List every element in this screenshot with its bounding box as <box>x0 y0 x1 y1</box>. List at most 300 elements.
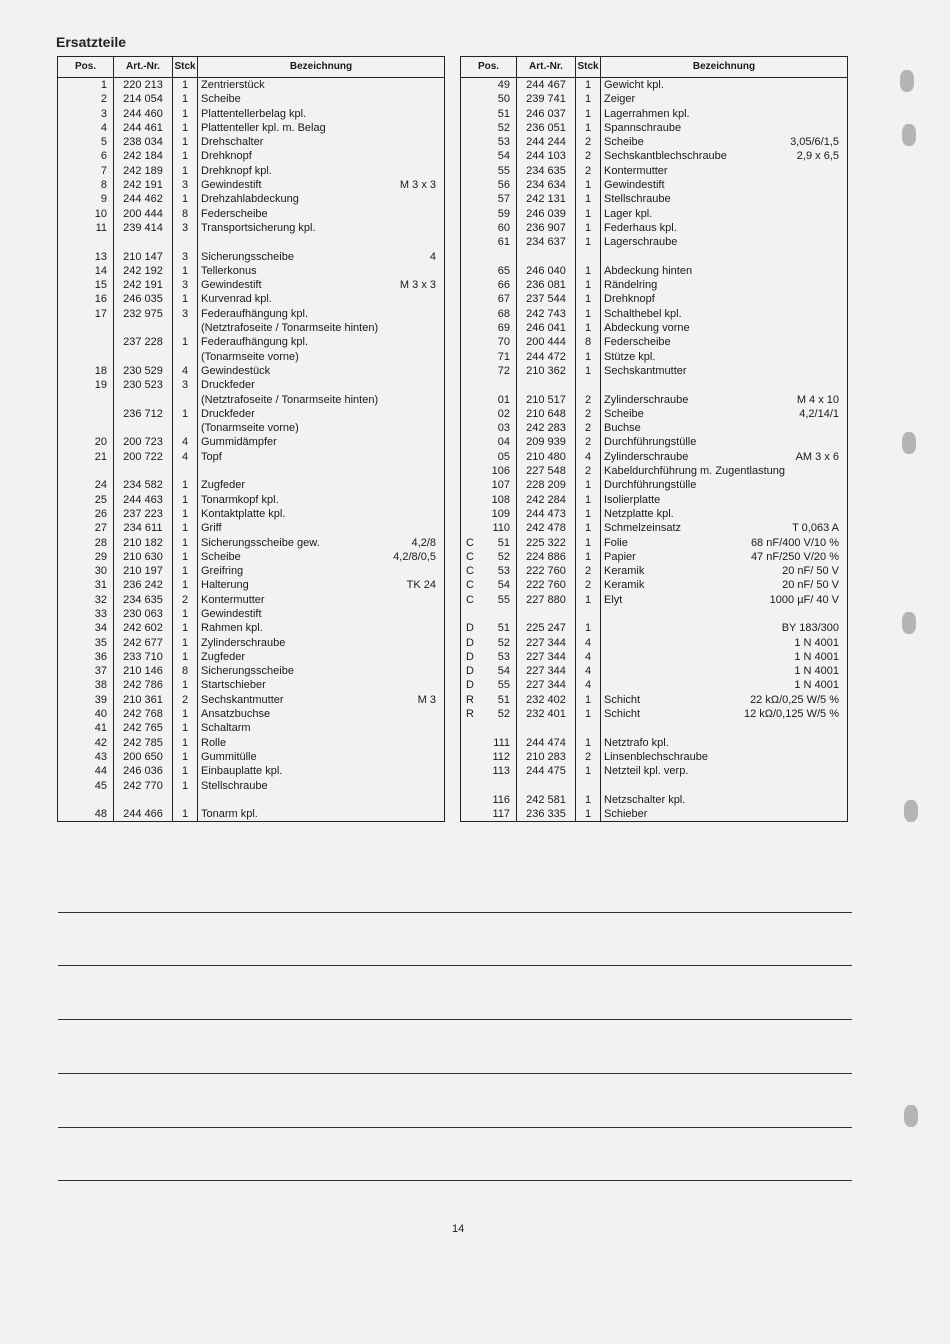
pos-cell <box>58 779 114 793</box>
specification-text: 20 nF/ 50 V <box>782 579 839 592</box>
specification-text: 1 N 4001 <box>794 650 839 663</box>
article-number-cell: 242 677 <box>114 636 173 650</box>
table-row <box>461 435 848 449</box>
table-row <box>58 121 445 135</box>
article-number-cell <box>517 250 576 264</box>
description-cell <box>601 779 848 793</box>
article-number-cell <box>114 393 173 407</box>
article-number-cell: 244 460 <box>114 107 173 121</box>
pos-value: 108 <box>491 493 510 506</box>
article-number-cell: 210 480 <box>517 450 576 464</box>
description-cell <box>198 364 445 378</box>
table-row <box>58 636 445 650</box>
article-number-cell: 232 402 <box>517 693 576 707</box>
binding-hole-mark <box>902 612 916 634</box>
quantity-cell: 2 <box>173 593 198 607</box>
pos-cell <box>58 750 114 764</box>
description-cell <box>601 607 848 621</box>
table-row <box>461 92 848 106</box>
article-number-cell: 230 529 <box>114 364 173 378</box>
pos-cell <box>461 335 517 349</box>
table-row <box>461 593 848 607</box>
description-cell <box>601 478 848 492</box>
description-text: (Tonarmseite vorne) <box>201 350 299 363</box>
article-number-cell: 242 602 <box>114 621 173 635</box>
pos-value: 17 <box>94 307 107 320</box>
quantity-cell: 1 <box>576 278 601 292</box>
quantity-cell: 4 <box>576 678 601 692</box>
pos-value: 112 <box>492 750 510 763</box>
quantity-cell: 2 <box>576 149 601 163</box>
table-row <box>461 650 848 664</box>
parts-table-right <box>460 56 848 822</box>
pos-cell <box>461 393 517 407</box>
description-cell <box>601 307 848 321</box>
pos-cell <box>461 364 517 378</box>
description-cell <box>198 235 445 249</box>
quantity-cell: 1 <box>173 607 198 621</box>
description-text: Drehknopf <box>604 293 655 306</box>
pos-value: 04 <box>497 436 510 449</box>
pos-value: 9 <box>100 193 107 206</box>
quantity-cell: 1 <box>173 721 198 735</box>
pos-cell <box>461 178 517 192</box>
pos-cell <box>58 607 114 621</box>
pos-value: 27 <box>94 522 107 535</box>
description-cell <box>601 350 848 364</box>
table-row <box>58 493 445 507</box>
column-header-desc: Bezeichnung <box>198 57 445 78</box>
table-row <box>461 278 848 292</box>
description-text: Sechskantblechschraube <box>604 150 727 163</box>
description-text: Schicht <box>604 708 641 721</box>
pos-value: 55 <box>497 164 510 177</box>
pos-value: 60 <box>497 221 510 234</box>
article-number-cell: 246 040 <box>517 264 576 278</box>
article-number-cell: 246 035 <box>114 292 173 306</box>
description-cell <box>198 478 445 492</box>
pos-cell <box>58 693 114 707</box>
pos-cell <box>58 793 114 807</box>
pos-value: 48 <box>94 808 107 821</box>
table-row <box>461 693 848 707</box>
article-number-cell: 242 581 <box>517 793 576 807</box>
quantity-cell: 1 <box>576 493 601 507</box>
article-number-cell: 230 063 <box>114 607 173 621</box>
description-cell <box>198 678 445 692</box>
pos-value: 10 <box>94 207 107 220</box>
description-text: Sicherungsscheibe gew. <box>201 536 320 549</box>
table-row <box>58 693 445 707</box>
pos-value: 68 <box>497 307 510 320</box>
article-number-cell: 236 081 <box>517 278 576 292</box>
description-cell <box>601 750 848 764</box>
description-text: Lager kpl. <box>604 207 653 220</box>
article-number-cell <box>517 721 576 735</box>
description-cell <box>198 507 445 521</box>
pos-cell <box>461 78 517 93</box>
pos-cell <box>461 650 517 664</box>
pos-value: 116 <box>492 793 510 806</box>
table-row <box>58 192 445 206</box>
table-row <box>58 707 445 721</box>
description-cell <box>601 321 848 335</box>
article-number-cell: 236 712 <box>114 407 173 421</box>
article-number-cell: 225 322 <box>517 536 576 550</box>
pos-value: 13 <box>94 250 107 263</box>
table-row <box>461 364 848 378</box>
description-text: Federaufhängung kpl. <box>201 336 309 349</box>
pos-cell <box>461 578 517 592</box>
quantity-cell <box>173 321 198 335</box>
article-number-cell <box>114 793 173 807</box>
pos-cell <box>461 264 517 278</box>
pos-value: 41 <box>94 722 107 735</box>
specification-text: AM 3 x 6 <box>795 450 839 463</box>
pos-value: 51 <box>497 107 510 120</box>
quantity-cell: 2 <box>576 564 601 578</box>
description-text: Scheibe <box>604 407 644 420</box>
description-cell <box>601 736 848 750</box>
article-number-cell: 234 634 <box>517 178 576 192</box>
description-cell <box>601 264 848 278</box>
table-row <box>58 250 445 264</box>
description-cell <box>198 693 445 707</box>
pos-value: 109 <box>491 507 510 520</box>
quantity-cell: 1 <box>173 164 198 178</box>
quantity-cell: 1 <box>173 493 198 507</box>
pos-value: 21 <box>94 450 107 463</box>
quantity-cell: 2 <box>576 135 601 149</box>
pos-value: 15 <box>94 279 107 292</box>
article-number-cell: 210 630 <box>114 550 173 564</box>
description-cell <box>601 107 848 121</box>
quantity-cell: 1 <box>173 121 198 135</box>
description-text: (Tonarmseite vorne) <box>201 422 299 435</box>
description-cell <box>198 450 445 464</box>
description-text: Scheibe <box>201 550 241 563</box>
pos-value: 53 <box>497 565 510 578</box>
quantity-cell: 1 <box>173 736 198 750</box>
pos-value: 34 <box>94 622 107 635</box>
pos-cell <box>461 164 517 178</box>
article-number-cell: 200 444 <box>517 335 576 349</box>
quantity-cell: 1 <box>576 192 601 206</box>
article-number-cell: 244 463 <box>114 493 173 507</box>
description-text: Zylinderschraube <box>604 393 689 406</box>
table-row <box>461 736 848 750</box>
quantity-cell: 3 <box>173 250 198 264</box>
article-number-cell: 210 146 <box>114 664 173 678</box>
table-row <box>58 593 445 607</box>
description-text: Kontermutter <box>604 164 668 177</box>
table-row <box>58 650 445 664</box>
table-row <box>461 707 848 721</box>
pos-cell <box>461 607 517 621</box>
description-text: Lagerschraube <box>604 236 678 249</box>
quantity-cell: 3 <box>173 378 198 392</box>
description-cell <box>601 650 848 664</box>
description-text: Folie <box>604 536 628 549</box>
quantity-cell: 1 <box>173 521 198 535</box>
quantity-cell <box>173 464 198 478</box>
description-cell <box>601 550 848 564</box>
pos-value: 29 <box>94 550 107 563</box>
pos-cell <box>58 435 114 449</box>
pos-cell <box>58 621 114 635</box>
description-cell <box>601 435 848 449</box>
pos-cell <box>58 378 114 392</box>
pos-value: 65 <box>497 264 510 277</box>
pos-cell <box>58 135 114 149</box>
article-number-cell: 225 247 <box>517 621 576 635</box>
description-cell <box>601 149 848 163</box>
article-number-cell: 200 650 <box>114 750 173 764</box>
article-number-cell: 246 041 <box>517 321 576 335</box>
specification-text: 20 nF/ 50 V <box>782 565 839 578</box>
pos-cell <box>58 121 114 135</box>
pos-cell <box>461 521 517 535</box>
article-number-cell: 242 768 <box>114 707 173 721</box>
table-row <box>461 607 848 621</box>
binding-hole-mark <box>904 1105 918 1127</box>
quantity-cell: 4 <box>173 435 198 449</box>
specification-text: 1 N 4001 <box>794 665 839 678</box>
quantity-cell: 3 <box>173 178 198 192</box>
quantity-cell: 1 <box>173 564 198 578</box>
pos-cell <box>58 350 114 364</box>
description-text: Keramik <box>604 565 645 578</box>
pos-value: 49 <box>497 79 510 91</box>
table-header-row <box>58 57 445 78</box>
quantity-cell: 4 <box>576 636 601 650</box>
quantity-cell: 1 <box>576 307 601 321</box>
table-row <box>58 321 445 335</box>
quantity-cell: 3 <box>173 307 198 321</box>
pos-value: 52 <box>497 550 510 563</box>
article-number-cell <box>517 607 576 621</box>
article-number-cell: 242 770 <box>114 779 173 793</box>
pos-value: 107 <box>491 479 510 492</box>
pos-cell <box>461 721 517 735</box>
article-number-cell: 236 907 <box>517 221 576 235</box>
table-row <box>461 378 848 392</box>
table-row <box>461 664 848 678</box>
table-row <box>58 464 445 478</box>
pos-cell <box>461 507 517 521</box>
pos-cell <box>58 507 114 521</box>
table-row <box>58 378 445 392</box>
quantity-cell: 4 <box>576 450 601 464</box>
specification-text: 1 N 4001 <box>794 636 839 649</box>
description-cell <box>198 121 445 135</box>
description-cell <box>198 178 445 192</box>
pos-cell <box>461 807 517 822</box>
description-cell <box>198 736 445 750</box>
description-cell <box>601 92 848 106</box>
quantity-cell: 1 <box>173 707 198 721</box>
pos-cell <box>58 464 114 478</box>
binding-hole-mark <box>900 70 914 92</box>
article-number-cell: 234 582 <box>114 478 173 492</box>
quantity-cell: 1 <box>173 550 198 564</box>
description-cell <box>601 278 848 292</box>
article-number-cell: 237 228 <box>114 335 173 349</box>
description-cell <box>198 135 445 149</box>
quantity-cell <box>576 607 601 621</box>
table-row <box>461 678 848 692</box>
description-text: Gewindestift <box>604 179 665 192</box>
pos-cell <box>461 707 517 721</box>
description-text: Tonarmkopf kpl. <box>201 493 279 506</box>
article-number-cell: 227 344 <box>517 650 576 664</box>
description-cell <box>198 250 445 264</box>
pos-value: 33 <box>94 607 107 620</box>
pos-value: 53 <box>497 650 510 663</box>
note-line <box>58 1019 852 1020</box>
pos-cell <box>461 221 517 235</box>
pos-value: 32 <box>94 593 107 606</box>
table-row <box>58 807 445 822</box>
article-number-cell: 237 223 <box>114 507 173 521</box>
description-cell <box>198 621 445 635</box>
pos-value: 1 <box>100 79 107 91</box>
quantity-cell: 2 <box>576 421 601 435</box>
article-number-cell: 236 051 <box>517 121 576 135</box>
description-text: Zylinderschraube <box>201 636 286 649</box>
quantity-cell: 1 <box>173 135 198 149</box>
pos-cell <box>58 593 114 607</box>
pos-value: 55 <box>497 679 510 692</box>
pos-cell <box>58 564 114 578</box>
pos-cell <box>58 764 114 778</box>
description-cell <box>198 378 445 392</box>
pos-value: 8 <box>100 179 107 192</box>
description-cell <box>198 578 445 592</box>
table-row <box>461 764 848 778</box>
article-number-cell: 210 182 <box>114 536 173 550</box>
pos-cell <box>58 707 114 721</box>
quantity-cell: 4 <box>576 664 601 678</box>
description-cell <box>198 593 445 607</box>
pos-cell <box>461 250 517 264</box>
pos-value: 3 <box>100 107 107 120</box>
article-number-cell: 244 475 <box>517 764 576 778</box>
article-number-cell: 236 242 <box>114 578 173 592</box>
article-number-cell: 209 939 <box>517 435 576 449</box>
pos-cell <box>58 335 114 349</box>
description-cell <box>198 421 445 435</box>
quantity-cell: 1 <box>576 321 601 335</box>
quantity-cell: 1 <box>576 736 601 750</box>
pos-value: 31 <box>94 579 107 592</box>
description-text: Gewindestück <box>201 364 271 377</box>
description-text: Drehschalter <box>201 136 264 149</box>
component-prefix: C <box>466 593 474 606</box>
pos-value: 117 <box>492 808 510 821</box>
pos-value: 51 <box>497 536 510 549</box>
description-cell <box>601 693 848 707</box>
article-number-cell: 210 361 <box>114 693 173 707</box>
description-cell <box>198 278 445 292</box>
pos-cell <box>58 164 114 178</box>
pos-value: 54 <box>497 579 510 592</box>
pos-value: 37 <box>94 665 107 678</box>
description-cell <box>601 250 848 264</box>
description-text: Zentrierstück <box>201 79 265 91</box>
table-row <box>461 464 848 478</box>
article-number-cell: 200 722 <box>114 450 173 464</box>
description-cell <box>198 207 445 221</box>
description-text: Zugfeder <box>201 479 246 492</box>
description-text: Griff <box>201 522 222 535</box>
component-prefix: D <box>466 679 474 692</box>
pos-value: 44 <box>94 765 107 778</box>
description-text: Rändelring <box>604 279 658 292</box>
article-number-cell: 244 462 <box>114 192 173 206</box>
specification-text: M 3 x 3 <box>399 179 436 192</box>
pos-cell <box>461 121 517 135</box>
article-number-cell: 233 710 <box>114 650 173 664</box>
article-number-cell: 234 611 <box>114 521 173 535</box>
pos-value: 52 <box>497 636 510 649</box>
description-cell <box>601 235 848 249</box>
component-prefix: D <box>466 636 474 649</box>
table-row <box>461 221 848 235</box>
article-number-cell: 239 414 <box>114 221 173 235</box>
description-cell <box>198 650 445 664</box>
description-text: Gewindestift <box>201 279 262 292</box>
description-text: Isolierplatte <box>604 493 661 506</box>
pos-cell <box>461 736 517 750</box>
component-prefix: R <box>466 693 474 706</box>
description-text: Transportsicherung kpl. <box>201 221 316 234</box>
pos-cell <box>461 107 517 121</box>
quantity-cell: 4 <box>576 650 601 664</box>
description-cell <box>601 764 848 778</box>
quantity-cell: 1 <box>576 364 601 378</box>
description-cell <box>198 750 445 764</box>
description-cell <box>198 664 445 678</box>
table-row <box>58 78 445 93</box>
specification-text: BY 183/300 <box>781 622 839 635</box>
quantity-cell: 1 <box>576 807 601 822</box>
description-text: Zylinderschraube <box>604 450 689 463</box>
table-row <box>461 235 848 249</box>
description-text: Abdeckung vorne <box>604 322 690 335</box>
quantity-cell: 2 <box>173 693 198 707</box>
article-number-cell: 242 786 <box>114 678 173 692</box>
quantity-cell: 1 <box>576 264 601 278</box>
quantity-cell: 1 <box>576 507 601 521</box>
description-cell <box>198 550 445 564</box>
pos-cell <box>58 478 114 492</box>
article-number-cell: 242 191 <box>114 278 173 292</box>
table-row <box>58 264 445 278</box>
table-row <box>58 664 445 678</box>
description-text: Netzteil kpl. verp. <box>604 765 689 778</box>
pos-value: 55 <box>497 593 510 606</box>
table-row <box>461 478 848 492</box>
article-number-cell: 210 648 <box>517 407 576 421</box>
description-text: Kontermutter <box>201 593 265 606</box>
table-row <box>461 164 848 178</box>
description-cell <box>601 793 848 807</box>
description-text: Stütze kpl. <box>604 350 656 363</box>
pos-value: 70 <box>497 336 510 349</box>
pos-value: 69 <box>497 322 510 335</box>
table-row <box>461 350 848 364</box>
